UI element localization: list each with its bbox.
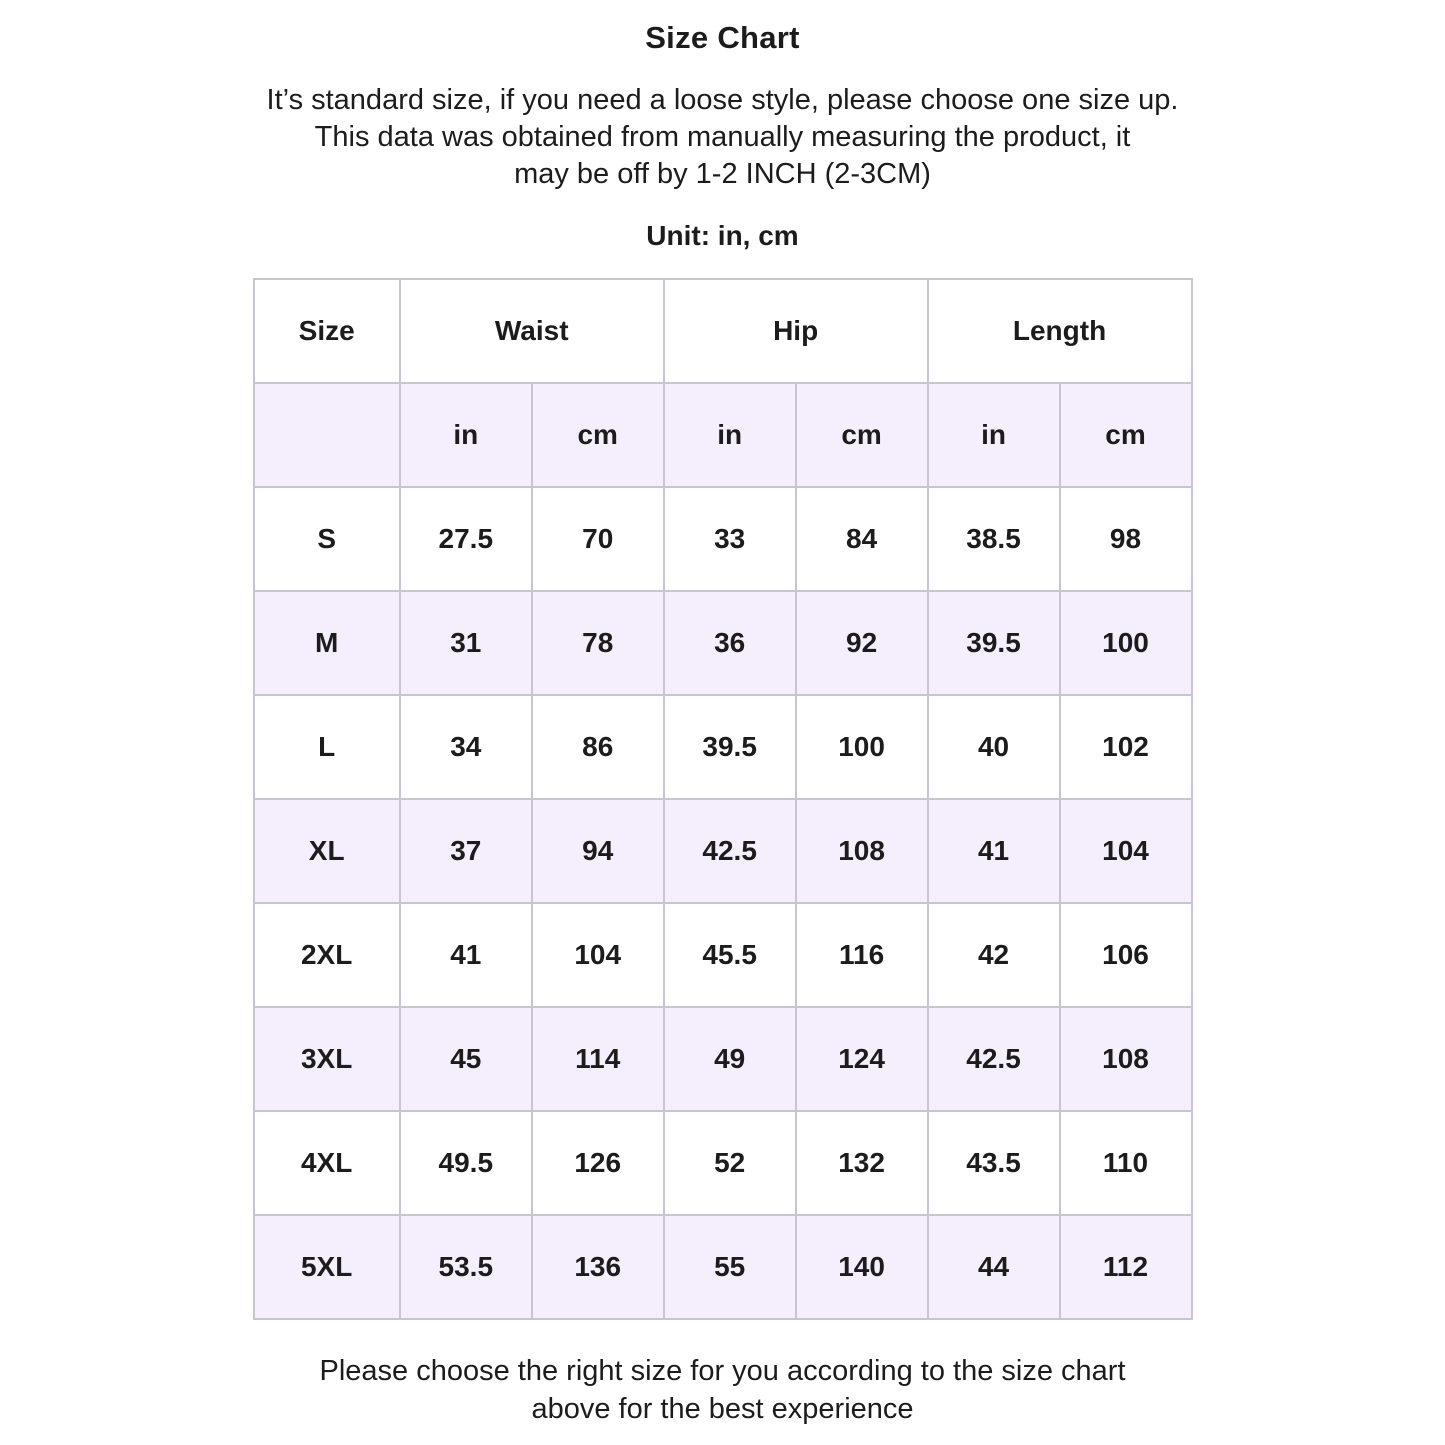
measurement-cell: 44 bbox=[928, 1215, 1060, 1319]
measurement-cell: 140 bbox=[796, 1215, 928, 1319]
size-label-cell: 5XL bbox=[254, 1215, 400, 1319]
subheader-hip-in: in bbox=[664, 383, 796, 487]
measurement-cell: 92 bbox=[796, 591, 928, 695]
size-label-cell: 2XL bbox=[254, 903, 400, 1007]
measurement-cell: 84 bbox=[796, 487, 928, 591]
measurement-cell: 31 bbox=[400, 591, 532, 695]
measurement-cell: 100 bbox=[796, 695, 928, 799]
measurement-cell: 41 bbox=[928, 799, 1060, 903]
subheader-length-cm: cm bbox=[1060, 383, 1192, 487]
measurement-cell: 108 bbox=[796, 799, 928, 903]
measurement-cell: 112 bbox=[1060, 1215, 1192, 1319]
header-hip: Hip bbox=[664, 279, 928, 383]
measurement-cell: 33 bbox=[664, 487, 796, 591]
size-label-cell: 3XL bbox=[254, 1007, 400, 1111]
size-label-cell: 4XL bbox=[254, 1111, 400, 1215]
table-row bbox=[254, 799, 1192, 903]
measurement-cell: 55 bbox=[664, 1215, 796, 1319]
subheader-empty bbox=[254, 383, 400, 487]
table-row bbox=[254, 591, 1192, 695]
measurement-cell: 104 bbox=[532, 903, 664, 1007]
measurement-cell: 114 bbox=[532, 1007, 664, 1111]
measurement-cell: 110 bbox=[1060, 1111, 1192, 1215]
table-row bbox=[254, 695, 1192, 799]
measurement-cell: 108 bbox=[1060, 1007, 1192, 1111]
subheader-length-in: in bbox=[928, 383, 1060, 487]
measurement-cell: 100 bbox=[1060, 591, 1192, 695]
measurement-cell: 78 bbox=[532, 591, 664, 695]
header-size: Size bbox=[254, 279, 400, 383]
subheader-hip-cm: cm bbox=[796, 383, 928, 487]
size-label-cell: L bbox=[254, 695, 400, 799]
header-length: Length bbox=[928, 279, 1192, 383]
table-row bbox=[254, 1007, 1192, 1111]
measurement-cell: 136 bbox=[532, 1215, 664, 1319]
measurement-cell: 98 bbox=[1060, 487, 1192, 591]
page-title: Size Chart bbox=[645, 20, 800, 55]
measurement-cell: 45.5 bbox=[664, 903, 796, 1007]
measurement-cell: 34 bbox=[400, 695, 532, 799]
measurement-cell: 132 bbox=[796, 1111, 928, 1215]
measurement-cell: 36 bbox=[664, 591, 796, 695]
measurement-cell: 37 bbox=[400, 799, 532, 903]
measurement-cell: 42.5 bbox=[664, 799, 796, 903]
measurement-cell: 49 bbox=[664, 1007, 796, 1111]
measurement-cell: 49.5 bbox=[400, 1111, 532, 1215]
measurement-cell: 106 bbox=[1060, 903, 1192, 1007]
unit-label: Unit: in, cm bbox=[646, 220, 799, 251]
measurement-cell: 94 bbox=[532, 799, 664, 903]
measurement-cell: 102 bbox=[1060, 695, 1192, 799]
intro-text bbox=[0, 82, 1445, 193]
measurement-cell: 39.5 bbox=[664, 695, 796, 799]
footer-line-2: above for the best experience bbox=[531, 1393, 914, 1425]
table-header-row bbox=[254, 279, 1192, 383]
table-row bbox=[254, 1111, 1192, 1215]
intro-line-1: It’s standard size, if you need a loose style, please choose one size up. bbox=[266, 84, 1179, 116]
table-row bbox=[254, 487, 1192, 591]
table-subheader-row bbox=[254, 383, 1192, 487]
size-label-cell: M bbox=[254, 591, 400, 695]
subheader-waist-cm: cm bbox=[532, 383, 664, 487]
measurement-cell: 116 bbox=[796, 903, 928, 1007]
footer-line-1: Please choose the right size for you according to the size chart bbox=[319, 1355, 1126, 1387]
intro-line-3: may be off by 1-2 INCH (2-3CM) bbox=[514, 158, 931, 190]
measurement-cell: 41 bbox=[400, 903, 532, 1007]
table-row bbox=[254, 903, 1192, 1007]
size-label-cell: S bbox=[254, 487, 400, 591]
size-table-body bbox=[254, 487, 1192, 1319]
measurement-cell: 126 bbox=[532, 1111, 664, 1215]
measurement-cell: 45 bbox=[400, 1007, 532, 1111]
measurement-cell: 27.5 bbox=[400, 487, 532, 591]
measurement-cell: 70 bbox=[532, 487, 664, 591]
size-label-cell: XL bbox=[254, 799, 400, 903]
measurement-cell: 40 bbox=[928, 695, 1060, 799]
measurement-cell: 42 bbox=[928, 903, 1060, 1007]
size-chart-table bbox=[253, 278, 1193, 1320]
measurement-cell: 52 bbox=[664, 1111, 796, 1215]
measurement-cell: 104 bbox=[1060, 799, 1192, 903]
measurement-cell: 39.5 bbox=[928, 591, 1060, 695]
footer-note bbox=[0, 1352, 1445, 1428]
measurement-cell: 53.5 bbox=[400, 1215, 532, 1319]
header-waist: Waist bbox=[400, 279, 664, 383]
measurement-cell: 38.5 bbox=[928, 487, 1060, 591]
table-row bbox=[254, 1215, 1192, 1319]
intro-line-2: This data was obtained from manually measuring the product, it bbox=[314, 121, 1131, 153]
measurement-cell: 43.5 bbox=[928, 1111, 1060, 1215]
subheader-waist-in: in bbox=[400, 383, 532, 487]
measurement-cell: 124 bbox=[796, 1007, 928, 1111]
measurement-cell: 86 bbox=[532, 695, 664, 799]
measurement-cell: 42.5 bbox=[928, 1007, 1060, 1111]
